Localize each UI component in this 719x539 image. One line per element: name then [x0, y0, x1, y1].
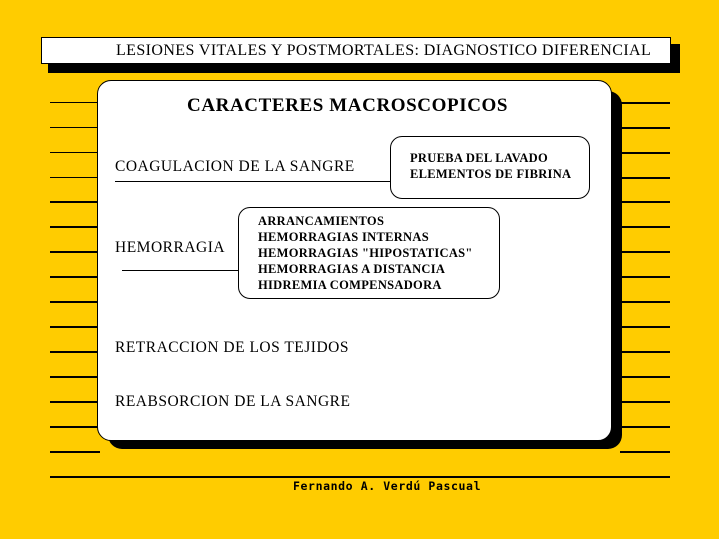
- row-label-coagulacion: COAGULACION DE LA SANGRE: [115, 158, 355, 175]
- stripe-right: [620, 351, 670, 353]
- stripe-left: [50, 351, 100, 353]
- stripe-right: [620, 226, 670, 228]
- title-banner: [41, 37, 671, 64]
- stripe-left: [50, 326, 100, 328]
- stripe-right: [620, 177, 670, 179]
- row-label-retraccion: RETRACCION DE LOS TEJIDOS: [115, 339, 349, 356]
- stripe-right: [620, 426, 670, 428]
- stripe-right: [620, 276, 670, 278]
- connector-line: [122, 270, 240, 271]
- callout-item: PRUEBA DEL LAVADO: [410, 151, 549, 165]
- callout-item: ARRANCAMIENTOS: [258, 214, 385, 228]
- stripe-left: [50, 376, 100, 378]
- connector-line: [115, 181, 391, 182]
- row-label-hemorragia: HEMORRAGIA: [115, 239, 226, 256]
- callout-item: ELEMENTOS DE FIBRINA: [410, 167, 572, 181]
- callout-coagulacion: [390, 136, 590, 199]
- stripe-right: [620, 451, 670, 453]
- stripe-left: [50, 152, 100, 153]
- stripe-right: [620, 201, 670, 203]
- stripe-right: [620, 401, 670, 403]
- stripe-right: [620, 102, 670, 104]
- stripe-bottom: [50, 476, 670, 478]
- callout-hemorragia: [238, 207, 500, 299]
- stripe-left: [50, 201, 100, 203]
- slide-title: LESIONES VITALES Y POSTMORTALES: DIAGNOSTICO DIFERENCIAL: [116, 42, 652, 59]
- stripe-left: [50, 102, 100, 103]
- callout-item: HIDREMIA COMPENSADORA: [258, 278, 442, 292]
- stripe-left: [50, 301, 100, 303]
- stripe-right: [620, 326, 670, 328]
- stripe-right: [620, 301, 670, 303]
- stripe-left: [50, 177, 100, 178]
- callout-item: HEMORRAGIAS A DISTANCIA: [258, 262, 446, 276]
- stripe-right: [620, 152, 670, 154]
- stripe-left: [50, 276, 100, 278]
- author-footer: Fernando A. Verdú Pascual: [293, 479, 482, 493]
- section-heading: CARACTERES MACROSCOPICOS: [187, 95, 509, 116]
- stripe-left: [50, 226, 100, 228]
- stripe-right: [620, 127, 670, 129]
- callout-item: HEMORRAGIAS "HIPOSTATICAS": [258, 246, 473, 260]
- stripe-left: [50, 426, 100, 428]
- callout-item: HEMORRAGIAS INTERNAS: [258, 230, 429, 244]
- row-label-reabsorcion: REABSORCION DE LA SANGRE: [115, 393, 351, 410]
- stripe-right: [620, 251, 670, 253]
- stripe-left: [50, 451, 100, 453]
- stripe-left: [50, 251, 100, 253]
- stripe-right: [620, 376, 670, 378]
- stripe-left: [50, 127, 100, 128]
- stripe-left: [50, 401, 100, 403]
